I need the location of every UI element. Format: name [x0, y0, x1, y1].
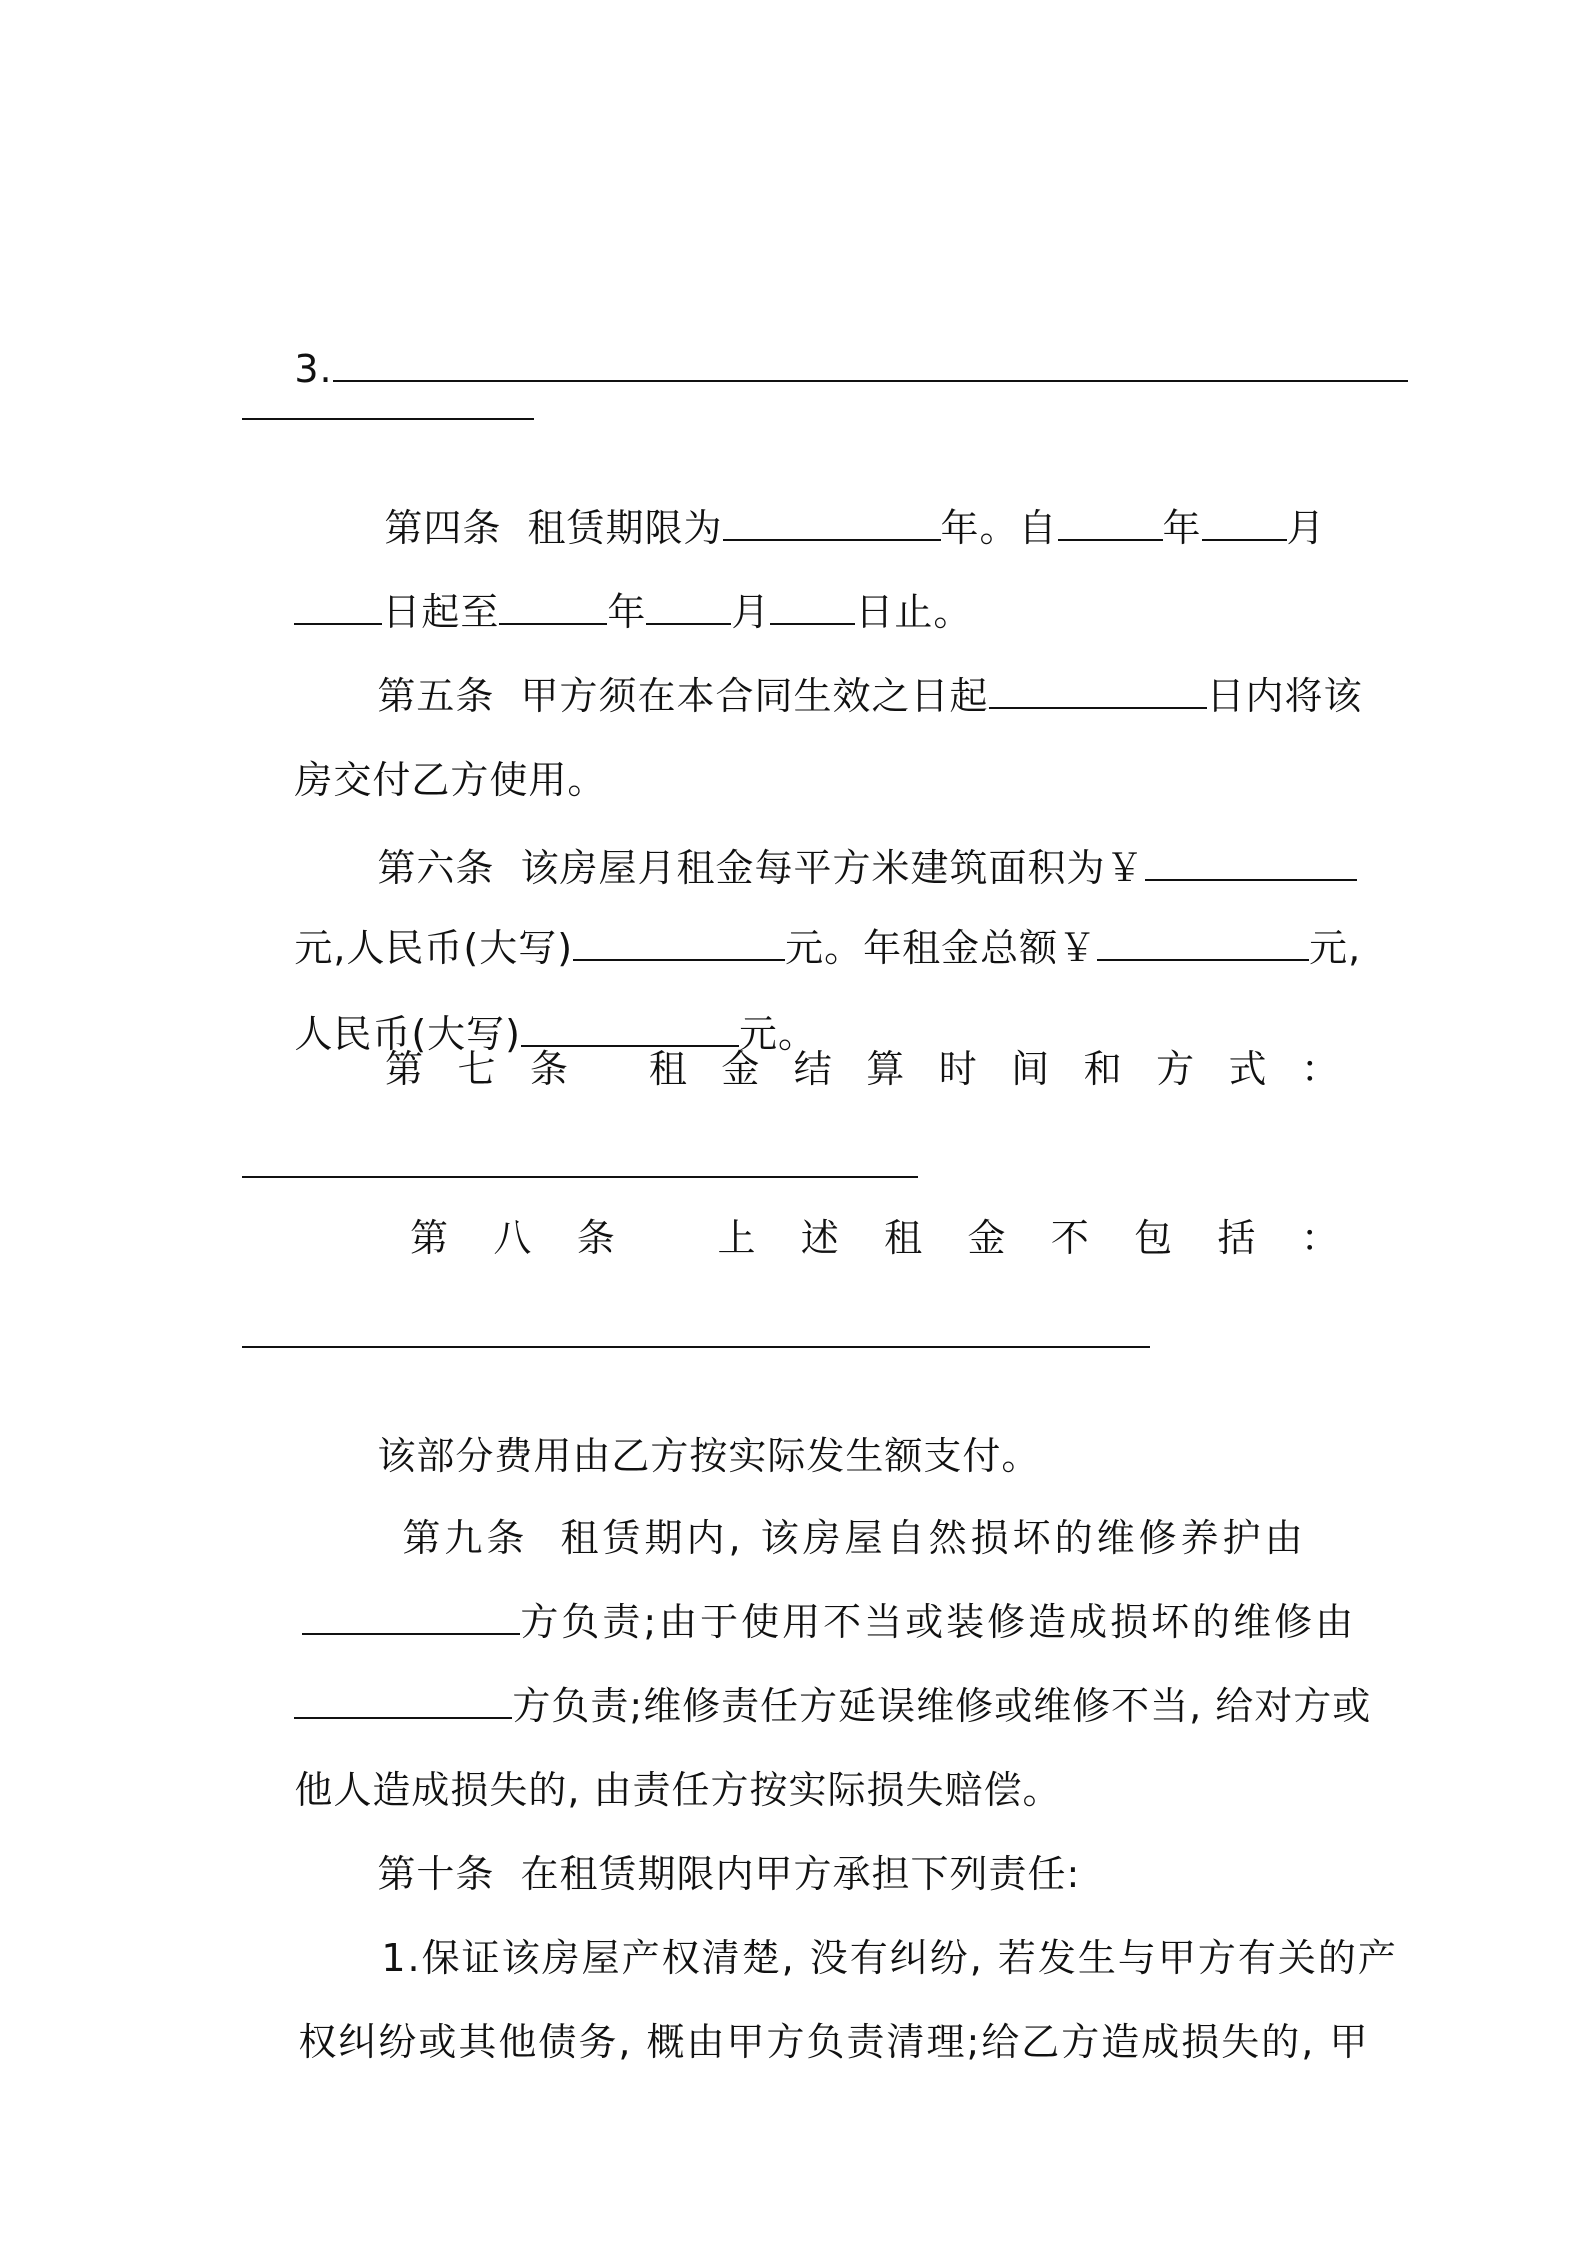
delivery-days-blank	[989, 675, 1207, 709]
misuse-damage-party-blank	[294, 1685, 512, 1719]
article-8-char: 条	[576, 1216, 616, 1260]
article-6-text-6: 元。	[738, 1012, 817, 1056]
article-4-text-8: 日止。	[855, 590, 973, 634]
article-7-blank	[242, 1176, 918, 1178]
article-8-heading	[410, 1214, 1340, 1262]
article-6-text-3: 元。年租金总额￥	[785, 926, 1098, 970]
start-day-blank	[294, 591, 382, 625]
article-9-text-4: 他人造成损失的, 由责任方按实际损失赔偿。	[294, 1768, 1062, 1812]
monthly-rent-words-blank	[573, 927, 785, 961]
article-7-char: 和	[1083, 1047, 1123, 1091]
article-7-char: 金	[721, 1047, 761, 1091]
article-8-char: 不	[1050, 1216, 1090, 1260]
article-9-text-3: 方负责;维修责任方延误维修或维修不当, 给对方或	[512, 1684, 1372, 1728]
item-3-label: 3.	[294, 347, 333, 391]
article-9-text-2: 方负责;由于使用不当或装修造成损坏的维修由	[520, 1600, 1357, 1644]
article-10-text-3: 权纠纷或其他债务, 概由甲方负责清理;给乙方造成损失的, 甲	[298, 2020, 1370, 2064]
article-8-char: 第	[410, 1216, 450, 1260]
annual-rent-words-blank	[521, 1013, 739, 1047]
article-9-text-1: 第九条 租赁期内, 该房屋自然损坏的维修养护由	[402, 1516, 1307, 1560]
article-8-char: 租	[884, 1216, 924, 1260]
article-6-text-5: 人民币(大写)	[294, 1012, 521, 1056]
article-8-blank	[242, 1346, 1150, 1348]
article-4-text-2: 年。自	[940, 506, 1058, 550]
article-8-char: 上	[717, 1216, 757, 1260]
article-8-char	[660, 1214, 673, 1262]
article-8-char: ：	[1300, 1216, 1340, 1260]
lease-term-years-blank	[723, 507, 941, 541]
natural-damage-party-blank	[302, 1601, 520, 1635]
article-7-char	[602, 1045, 615, 1093]
article-4-text-7: 月	[731, 590, 771, 634]
article-8-char: 括	[1217, 1216, 1257, 1260]
article-10-text-2: 1.保证该房屋产权清楚, 没有纠纷, 若发生与甲方有关的产	[381, 1936, 1398, 1980]
article-7-char: 算	[866, 1047, 906, 1091]
article-10-line-3	[242, 1970, 1370, 2114]
annual-rent-blank	[1097, 927, 1309, 961]
article-7-char: ：	[1300, 1047, 1340, 1091]
article-7-char: 租	[648, 1047, 688, 1091]
article-4-text-3: 年	[1162, 506, 1202, 550]
end-year-blank	[499, 591, 607, 625]
article-8-char: 金	[967, 1216, 1007, 1260]
article-7-char: 式	[1228, 1047, 1268, 1091]
start-year-blank	[1058, 507, 1163, 541]
article-7-char: 条	[529, 1047, 569, 1091]
article-7-char: 七	[457, 1047, 497, 1091]
article-7-heading	[385, 1045, 1340, 1093]
article-5-text-3: 房交付乙方使用。	[294, 758, 607, 802]
article-4-text-6: 年	[607, 590, 647, 634]
article-7-char: 时	[938, 1047, 978, 1091]
end-day-blank	[770, 591, 855, 625]
article-6-text-1: 第六条 该房屋月租金每平方米建筑面积为￥	[377, 846, 1145, 890]
item-3-blank-continued	[242, 418, 534, 420]
article-8-char: 包	[1134, 1216, 1174, 1260]
end-month-blank	[646, 591, 731, 625]
article-8-text-2: 该部分费用由乙方按实际发生额支付。	[377, 1434, 1041, 1478]
article-8-char: 述	[800, 1216, 840, 1260]
article-7-char: 结	[793, 1047, 833, 1091]
article-6-text-4: 元,	[1309, 926, 1362, 970]
article-5-text-2: 日内将该	[1206, 674, 1363, 718]
article-10-text-1: 第十条 在租赁期限内甲方承担下列责任:	[377, 1852, 1081, 1896]
article-4-text-4: 月	[1286, 506, 1326, 550]
article-7-char: 方	[1156, 1047, 1196, 1091]
article-5-text-1: 第五条 甲方须在本合同生效之日起	[377, 674, 989, 718]
article-6-text-2: 元,人民币(大写)	[294, 926, 574, 970]
article-7-char: 间	[1011, 1047, 1051, 1091]
article-7-char: 第	[385, 1047, 425, 1091]
item-3-blank	[333, 348, 1408, 382]
article-8-char: 八	[493, 1216, 533, 1260]
start-month-blank	[1202, 507, 1287, 541]
article-4-text-5: 日起至	[382, 590, 500, 634]
article-4-text-1: 第四条 租赁期限为	[384, 506, 723, 550]
